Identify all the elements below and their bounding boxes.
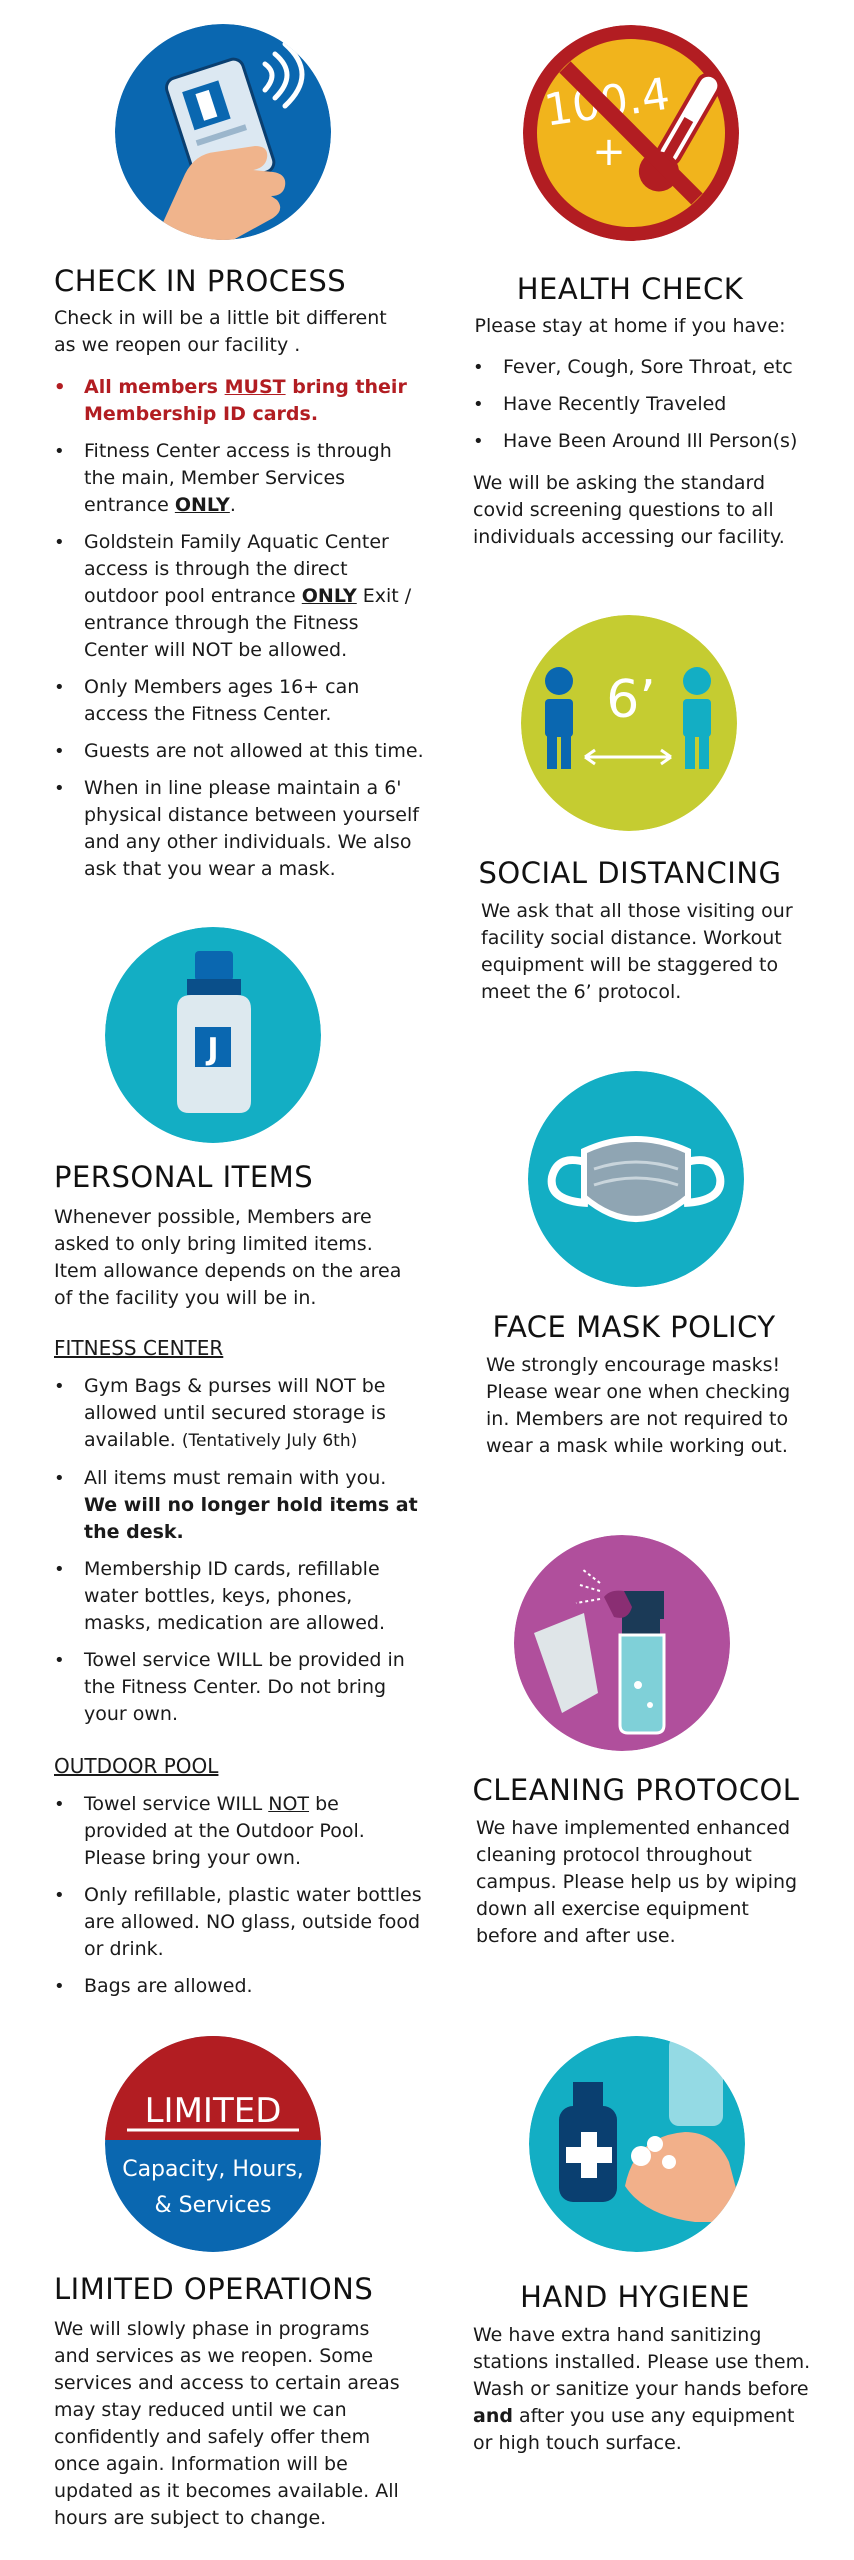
- pool-item-bags: • Bags are allowed.: [54, 1973, 424, 2000]
- health-intro: Please stay at home if you have:: [474, 315, 786, 337]
- health-item-symptoms: • Fever, Cough, Sore Throat, etc: [473, 354, 813, 381]
- checkin-title: CHECK IN PROCESS: [54, 264, 347, 298]
- fitness-item-keep-items: • All items must remain with you. We will no longer hold items at the desk.: [54, 1465, 424, 1546]
- health-list: [473, 354, 813, 465]
- fitness-item-bags: • Gym Bags & purses will NOT be allowed until secured storage is available. (Tentatively July 6th): [54, 1373, 424, 1455]
- outdoor-pool-list: [54, 1791, 424, 2010]
- checkin-item-distance: • When in line please maintain a 6' physical distance between yourself and any other individuals. We also ask that you wear a mask.: [54, 775, 424, 883]
- limited-icon-line3: & Services: [154, 2193, 272, 2218]
- hygiene-body: We have extra hand sanitizing stations installed. Please use them. Wash or sanitize your hands before and after you use any equipment or high touch surface.: [473, 2324, 811, 2454]
- pool-item-towels: • Towel service WILL NOT be provided at the Outdoor Pool. Please bring your own.: [54, 1791, 424, 1872]
- checkin-item-aquatic-access: • Goldstein Family Aquatic Center access is through the direct outdoor pool entrance ONLY Exit / entrance through the Fitness Center will NOT be allowed.: [54, 529, 424, 664]
- svg-text:J: J: [207, 1032, 219, 1067]
- personal-title: PERSONAL ITEMS: [54, 1160, 314, 1194]
- social-body: We ask that all those visiting our facility social distance. Workout equipment will be staggered to meet the 6’ protocol.: [481, 900, 793, 1003]
- limited-body: We will slowly phase in programs and services as we reopen. Some services and access to certain areas may stay reduced until we can confidently and safely offer them once again. Information will be updated as it becomes available. All hours are subject to change.: [54, 2318, 400, 2529]
- pool-item-bottles: • Only refillable, plastic water bottles are allowed. NO glass, outside food or drink.: [54, 1882, 424, 1963]
- limited-title: LIMITED OPERATIONS: [54, 2272, 374, 2306]
- card-tap-icon: [115, 24, 331, 240]
- limited-icon-word: LIMITED: [144, 2091, 282, 2131]
- fitness-center-list: [54, 1373, 424, 1738]
- outdoor-pool-heading: OUTDOOR POOL: [54, 1754, 219, 1778]
- cleaning-body: We have implemented enhanced cleaning protocol throughout campus. Please help us by wiping down all exercise equipment before and after use.: [476, 1817, 798, 1947]
- limited-services-icon: [105, 2036, 321, 2252]
- plus-text: +: [592, 129, 626, 175]
- checkin-item-guests: • Guests are not allowed at this time.: [54, 738, 424, 765]
- thermometer-icon: [523, 25, 739, 241]
- water-bottle-icon: [105, 927, 321, 1143]
- face-mask-icon: [528, 1071, 744, 1287]
- fitness-center-heading: FITNESS CENTER: [54, 1336, 224, 1360]
- cleaning-title: CLEANING PROTOCOL: [472, 1773, 800, 1807]
- checkin-list: [54, 374, 424, 893]
- six-feet-text: 6’: [606, 670, 656, 730]
- health-item-travel: • Have Recently Traveled: [473, 391, 813, 418]
- checkin-item-age: • Only Members ages 16+ can access the Fitness Center.: [54, 674, 424, 728]
- mask-body: We strongly encourage masks! Please wear one when checking in. Members are not required to wear a mask while working out.: [486, 1354, 791, 1457]
- fitness-item-allowed: • Membership ID cards, refillable water bottles, keys, phones, masks, medication are allowed.: [54, 1556, 424, 1637]
- checkin-intro: Check in will be a little bit different as we reopen our facility .: [54, 307, 387, 356]
- social-title: SOCIAL DISTANCING: [478, 856, 782, 890]
- checkin-item-membership: • All members MUST bring their Membership ID cards.: [54, 374, 424, 428]
- checkin-item-fitness-access: • Fitness Center access is through the main, Member Services entrance ONLY.: [54, 438, 424, 519]
- health-title: HEALTH CHECK: [516, 272, 744, 306]
- health-body: We will be asking the standard covid screening questions to all individuals accessing our facility.: [473, 472, 785, 548]
- social-distance-icon: [521, 615, 737, 831]
- limited-icon-line2: Capacity, Hours,: [122, 2157, 304, 2182]
- fitness-item-towels: • Towel service WILL be provided in the Fitness Center. Do not bring your own.: [54, 1647, 424, 1728]
- hand-washing-icon: [529, 2036, 745, 2252]
- health-item-ill: • Have Been Around Ill Person(s): [473, 428, 813, 455]
- personal-intro: Whenever possible, Members are asked to only bring limited items. Item allowance depends on the area of the facility you will be in.: [54, 1206, 402, 1309]
- hygiene-title: HAND HYGIENE: [520, 2280, 750, 2314]
- spray-bottle-icon: [514, 1535, 730, 1751]
- mask-title: FACE MASK POLICY: [492, 1310, 776, 1344]
